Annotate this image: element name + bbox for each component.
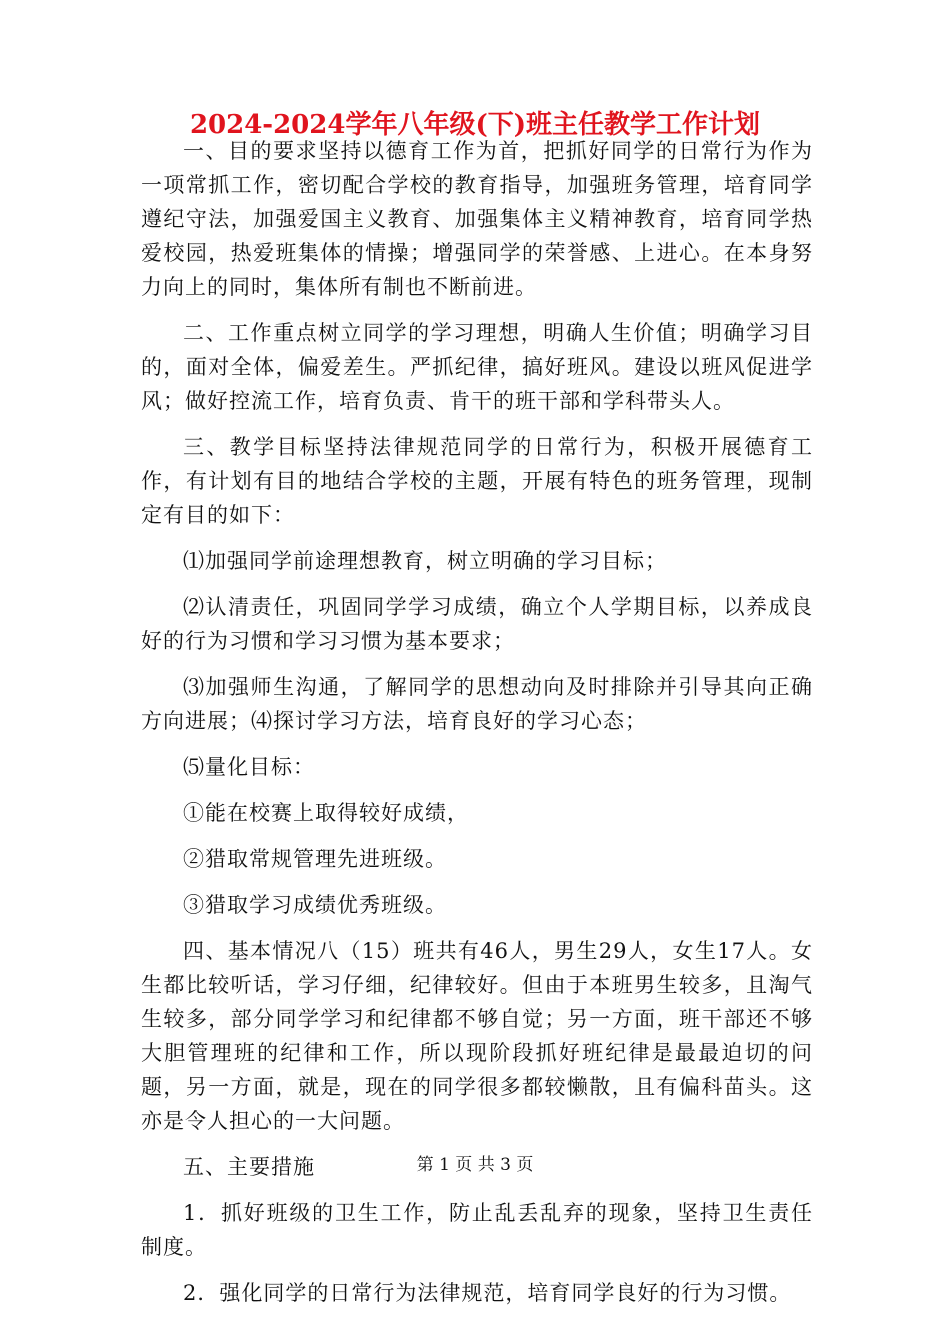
list-item-3-4: ⑶加强师生沟通，了解同学的思想动向及时排除并引导其向正确方向进展；⑷探讨学习方法，培育良好的学习心态； — [141, 675, 813, 733]
paragraph-situation: 四、基本情况八（15）班共有46人，男生29人，女生17人。女生都比较听话，学习仔细，纪律较好。但由于本班男生较多，且淘气生较多，部分同学学习和纪律都不够自觉；另一方面，班干部还不够大胆管理班的纪律和工作，所以现阶段抓好班纪律是最最迫切的问题，另一方面，就是，现在的同学很多都较懒散，且有偏科苗头。这亦是令人担心的一大问题。 — [141, 939, 813, 1133]
paragraph-objectives: 三、教学目标坚持法律规范同学的日常行为，积极开展德育工作，有计划有目的地结合学校的主题，开展有特色的班务管理，现制定有目的如下： — [141, 435, 813, 527]
sub-item-3: ③猎取学习成绩优秀班级。 — [183, 893, 447, 917]
measure-item-2: 2．强化同学的日常行为法律规范，培育同学良好的行为习惯。 — [183, 1281, 792, 1305]
sub-item-1: ①能在校赛上取得较好成绩， — [183, 801, 469, 825]
list-item-1: ⑴加强同学前途理想教育，树立明确的学习目标； — [183, 549, 667, 573]
paragraph-focus: 二、工作重点树立同学的学习理想，明确人生价值；明确学习目的，面对全体，偏爱差生。严抓纪律，搞好班风。建设以班风促进学风；做好控流工作，培育负责、肯干的班干部和学科带头人。 — [141, 321, 813, 413]
paragraph-goals: 一、目的要求坚持以德育工作为首，把抓好同学的日常行为作为一项常抓工作，密切配合学校的教育指导，加强班务管理，培育同学遵纪守法，加强爱国主义教育、加强集体主义精神教育，培育同学热爱校园，热爱班集体的情操；增强同学的荣誉感、上进心。在本身努力向上的同时，集体所有制也不断前进。 — [141, 139, 813, 299]
page-footer: 第 1 页 共 3 页 — [416, 1155, 534, 1175]
section-heading-measures: 五、主要措施 — [183, 1155, 315, 1179]
list-item-5: ⑸量化目标： — [183, 755, 315, 779]
measure-item-1: 1．抓好班级的卫生工作，防止乱丢乱弃的现象，坚持卫生责任制度。 — [141, 1201, 813, 1259]
list-item-2: ⑵认清责任，巩固同学学习成绩，确立个人学期目标，以养成良好的行为习惯和学习习惯为基本要求； — [141, 595, 813, 653]
sub-item-2: ②猎取常规管理先进班级。 — [183, 847, 447, 871]
document-body — [141, 134, 813, 1322]
document-title: 2024-2024学年八年级(下)班主任教学工作计划 — [189, 110, 761, 140]
